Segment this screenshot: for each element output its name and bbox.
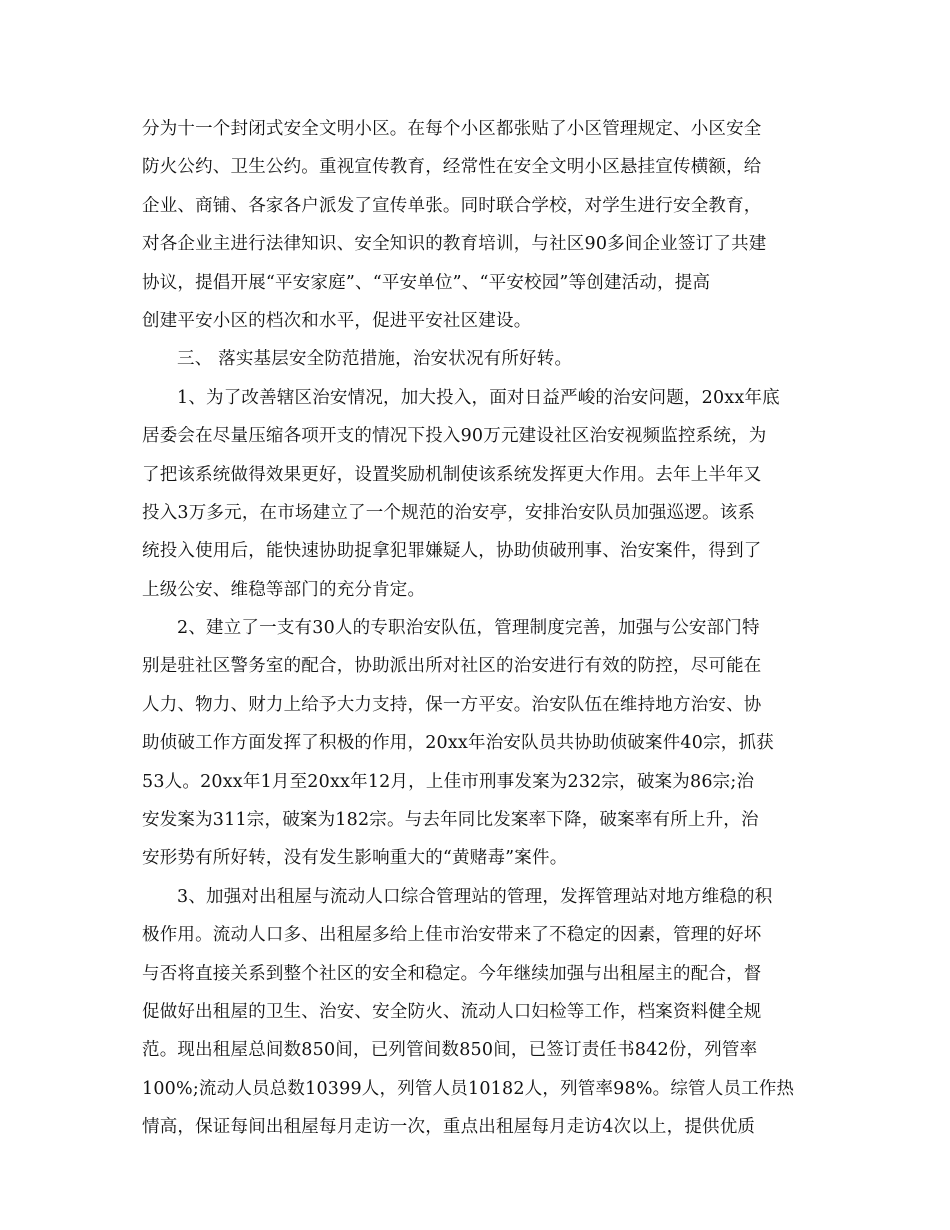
text-line: 统投入使用后，能快速协助捉拿犯罪嫌疑人，协助侦破刑事、治安案件，得到了 — [142, 541, 762, 562]
text-line: 3、加强对出租屋与流动人口综合管理站的管理，发挥管理站对地方维稳的积 — [177, 886, 773, 907]
text-line: 与否将直接关系到整个社区的安全和稳定。今年继续加强与出租屋主的配合，督 — [142, 963, 762, 984]
text-line: 安发案为311宗，破案为182宗。与去年同比发案率下降，破案率有所上升，治 — [142, 810, 759, 831]
text-line: 了把该系统做得效果更好，设置奖励机制使该系统发挥更大作用。去年上半年又 — [142, 464, 762, 485]
text-line: 安形势有所好转，没有发生影响重大的“黄赌毒”案件。 — [142, 848, 568, 869]
text-line: 防火公约、卫生公约。重视宣传教育，经常性在安全文明小区悬挂宣传横额，给 — [142, 157, 762, 178]
text-line: 人力、物力、财力上给予大力支持，保一方平安。治安队伍在维持地方治安、协 — [142, 694, 762, 715]
text-line: 企业、商铺、各家各户派发了宣传单张。同时联合学校，对学生进行安全教育， — [142, 195, 762, 216]
text-line: 53人。20xx年1月至20xx年12月，上佳市刑事发案为232宗，破案为86宗;治 — [142, 771, 755, 792]
text-line: 范。现出租屋总间数850间，已列管间数850间，已签订责任书842份，列管率 — [142, 1040, 758, 1061]
text-line: 2、建立了一支有30人的专职治安队伍，管理制度完善，加强与公安部门特 — [177, 618, 760, 639]
text-line: 上级公安、维稳等部门的充分肯定。 — [142, 579, 426, 600]
text-line: 对各企业主进行法律知识、安全知识的教育培训，与社区90多间企业签订了共建 — [142, 234, 767, 255]
text-line: 1、为了改善辖区治安情况，加大投入，面对日益严峻的治安问题，20xx年底 — [177, 387, 780, 408]
text-line: 极作用。流动人口多、出租屋多给上佳市治安带来了不稳定的因素，管理的好坏 — [142, 925, 762, 946]
body-text — [142, 110, 807, 1147]
text-line: 促做好出租屋的卫生、治安、安全防火、流动人口妇检等工作，档案资料健全规 — [142, 1001, 762, 1022]
text-line: 协议，提倡开展“平安家庭”、“平安单位”、“平安校园”等创建活动，提高 — [142, 272, 711, 293]
text-line: 创建平安小区的档次和水平，促进平安社区建设。 — [142, 310, 532, 331]
text-line: 助侦破工作方面发挥了积极的作用，20xx年治安队员共协助侦破案件40宗，抓获 — [142, 733, 774, 754]
text-line: 别是驻社区警务室的配合，协助派出所对社区的治安进行有效的防控，尽可能在 — [142, 656, 762, 677]
text-line: 投入3万多元，在市场建立了一个规范的治安亭，安排治安队员加强巡逻。该系 — [142, 502, 756, 523]
section-heading: 三、 落实基层安全防范措施，治安状况有所好转。 — [177, 349, 573, 370]
text-line: 居委会在尽量压缩各项开支的情况下投入90万元建设社区治安视频监控系统，为 — [142, 426, 767, 447]
text-line: 分为十一个封闭式安全文明小区。在每个小区都张贴了小区管理规定、小区安全 — [142, 119, 762, 139]
text-line: 情高，保证每间出租屋每月走访一次，重点出租屋每月走访4次以上，提供优质 — [142, 1117, 756, 1138]
text-line: 100%;流动人员总数10399人，列管人员10182人，列管率98%。综管人员工作热 — [142, 1078, 795, 1099]
